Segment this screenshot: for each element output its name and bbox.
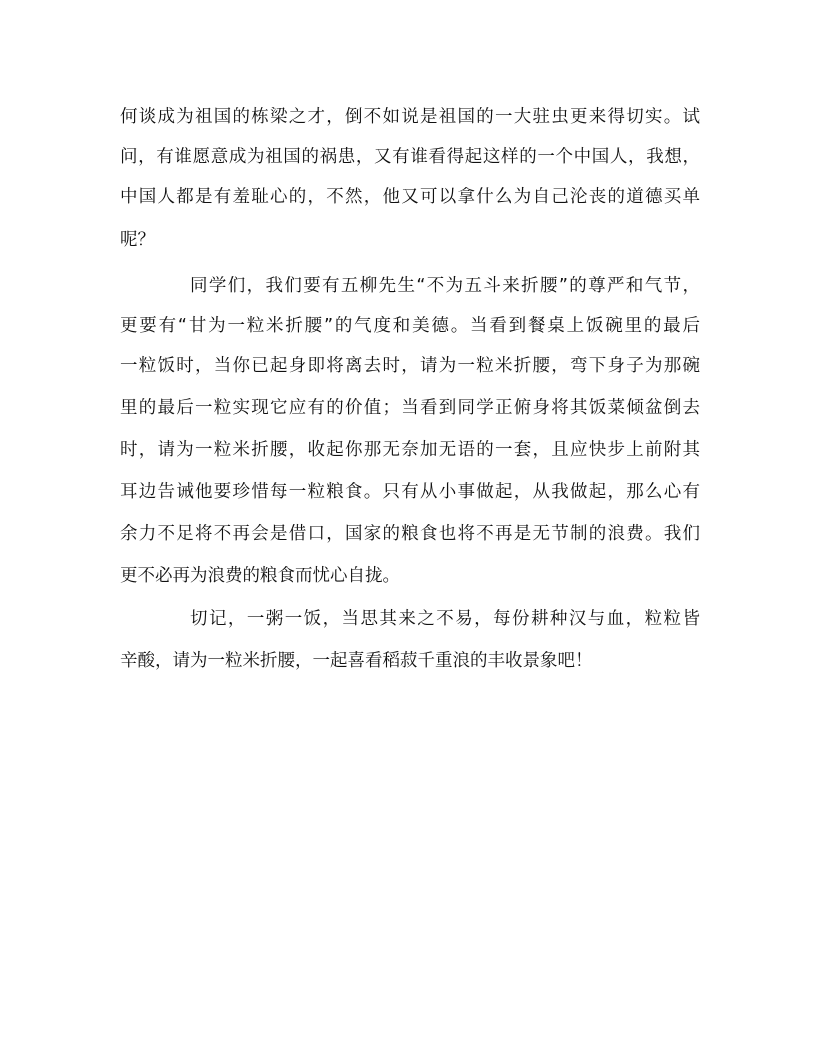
paragraph-line: 里的最后一粒实现它应有的价值；当看到同学正俯身将其饭菜倾盆倒去 — [120, 398, 700, 418]
paragraph-first-line: 切记，一粥一饭，当思其来之不易，每份耕种汉与血，粒粒皆 — [190, 609, 700, 629]
paragraph-line: 更不必再为浪费的粮食而忧心自拢。 — [120, 566, 400, 586]
paragraph-line: 辛酸，请为一粒米折腰，一起喜看稻菽千重浪的丰收景象吧！ — [120, 651, 593, 671]
paragraph-line: 时，请为一粒米折腰，收起你那无奈加无语的一套，且应快步上前附其 — [120, 440, 700, 460]
paragraph-line: 呢？ — [120, 230, 155, 250]
paragraph-line: 余力不足将不再会是借口，国家的粮食也将不再是无节制的浪费。我们 — [120, 524, 700, 544]
paragraph-line: 一粒饭时，当你已起身即将离去时，请为一粒米折腰，弯下身子为那碗 — [120, 356, 700, 376]
paragraph-line: 更要有“甘为一粒米折腰”的气度和美德。当看到餐桌上饭碗里的最后 — [120, 316, 700, 336]
paragraph-line: 耳边告诫他要珍惜每一粒粮食。只有从小事做起，从我做起，那么心有 — [120, 482, 700, 502]
paragraph-line: 问，有谁愿意成为祖国的祸患，又有谁看得起这样的一个中国人，我想， — [120, 147, 700, 167]
paragraph-line: 中国人都是有羞耻心的，不然，他又可以拿什么为自己沦丧的道德买单 — [120, 187, 700, 207]
paragraph-first-line: 同学们，我们要有五柳先生“不为五斗来折腰”的尊严和气节， — [190, 276, 700, 296]
paragraph-line: 何谈成为祖国的栋梁之才，倒不如说是祖国的一大驻虫更来得切实。试 — [120, 107, 700, 127]
